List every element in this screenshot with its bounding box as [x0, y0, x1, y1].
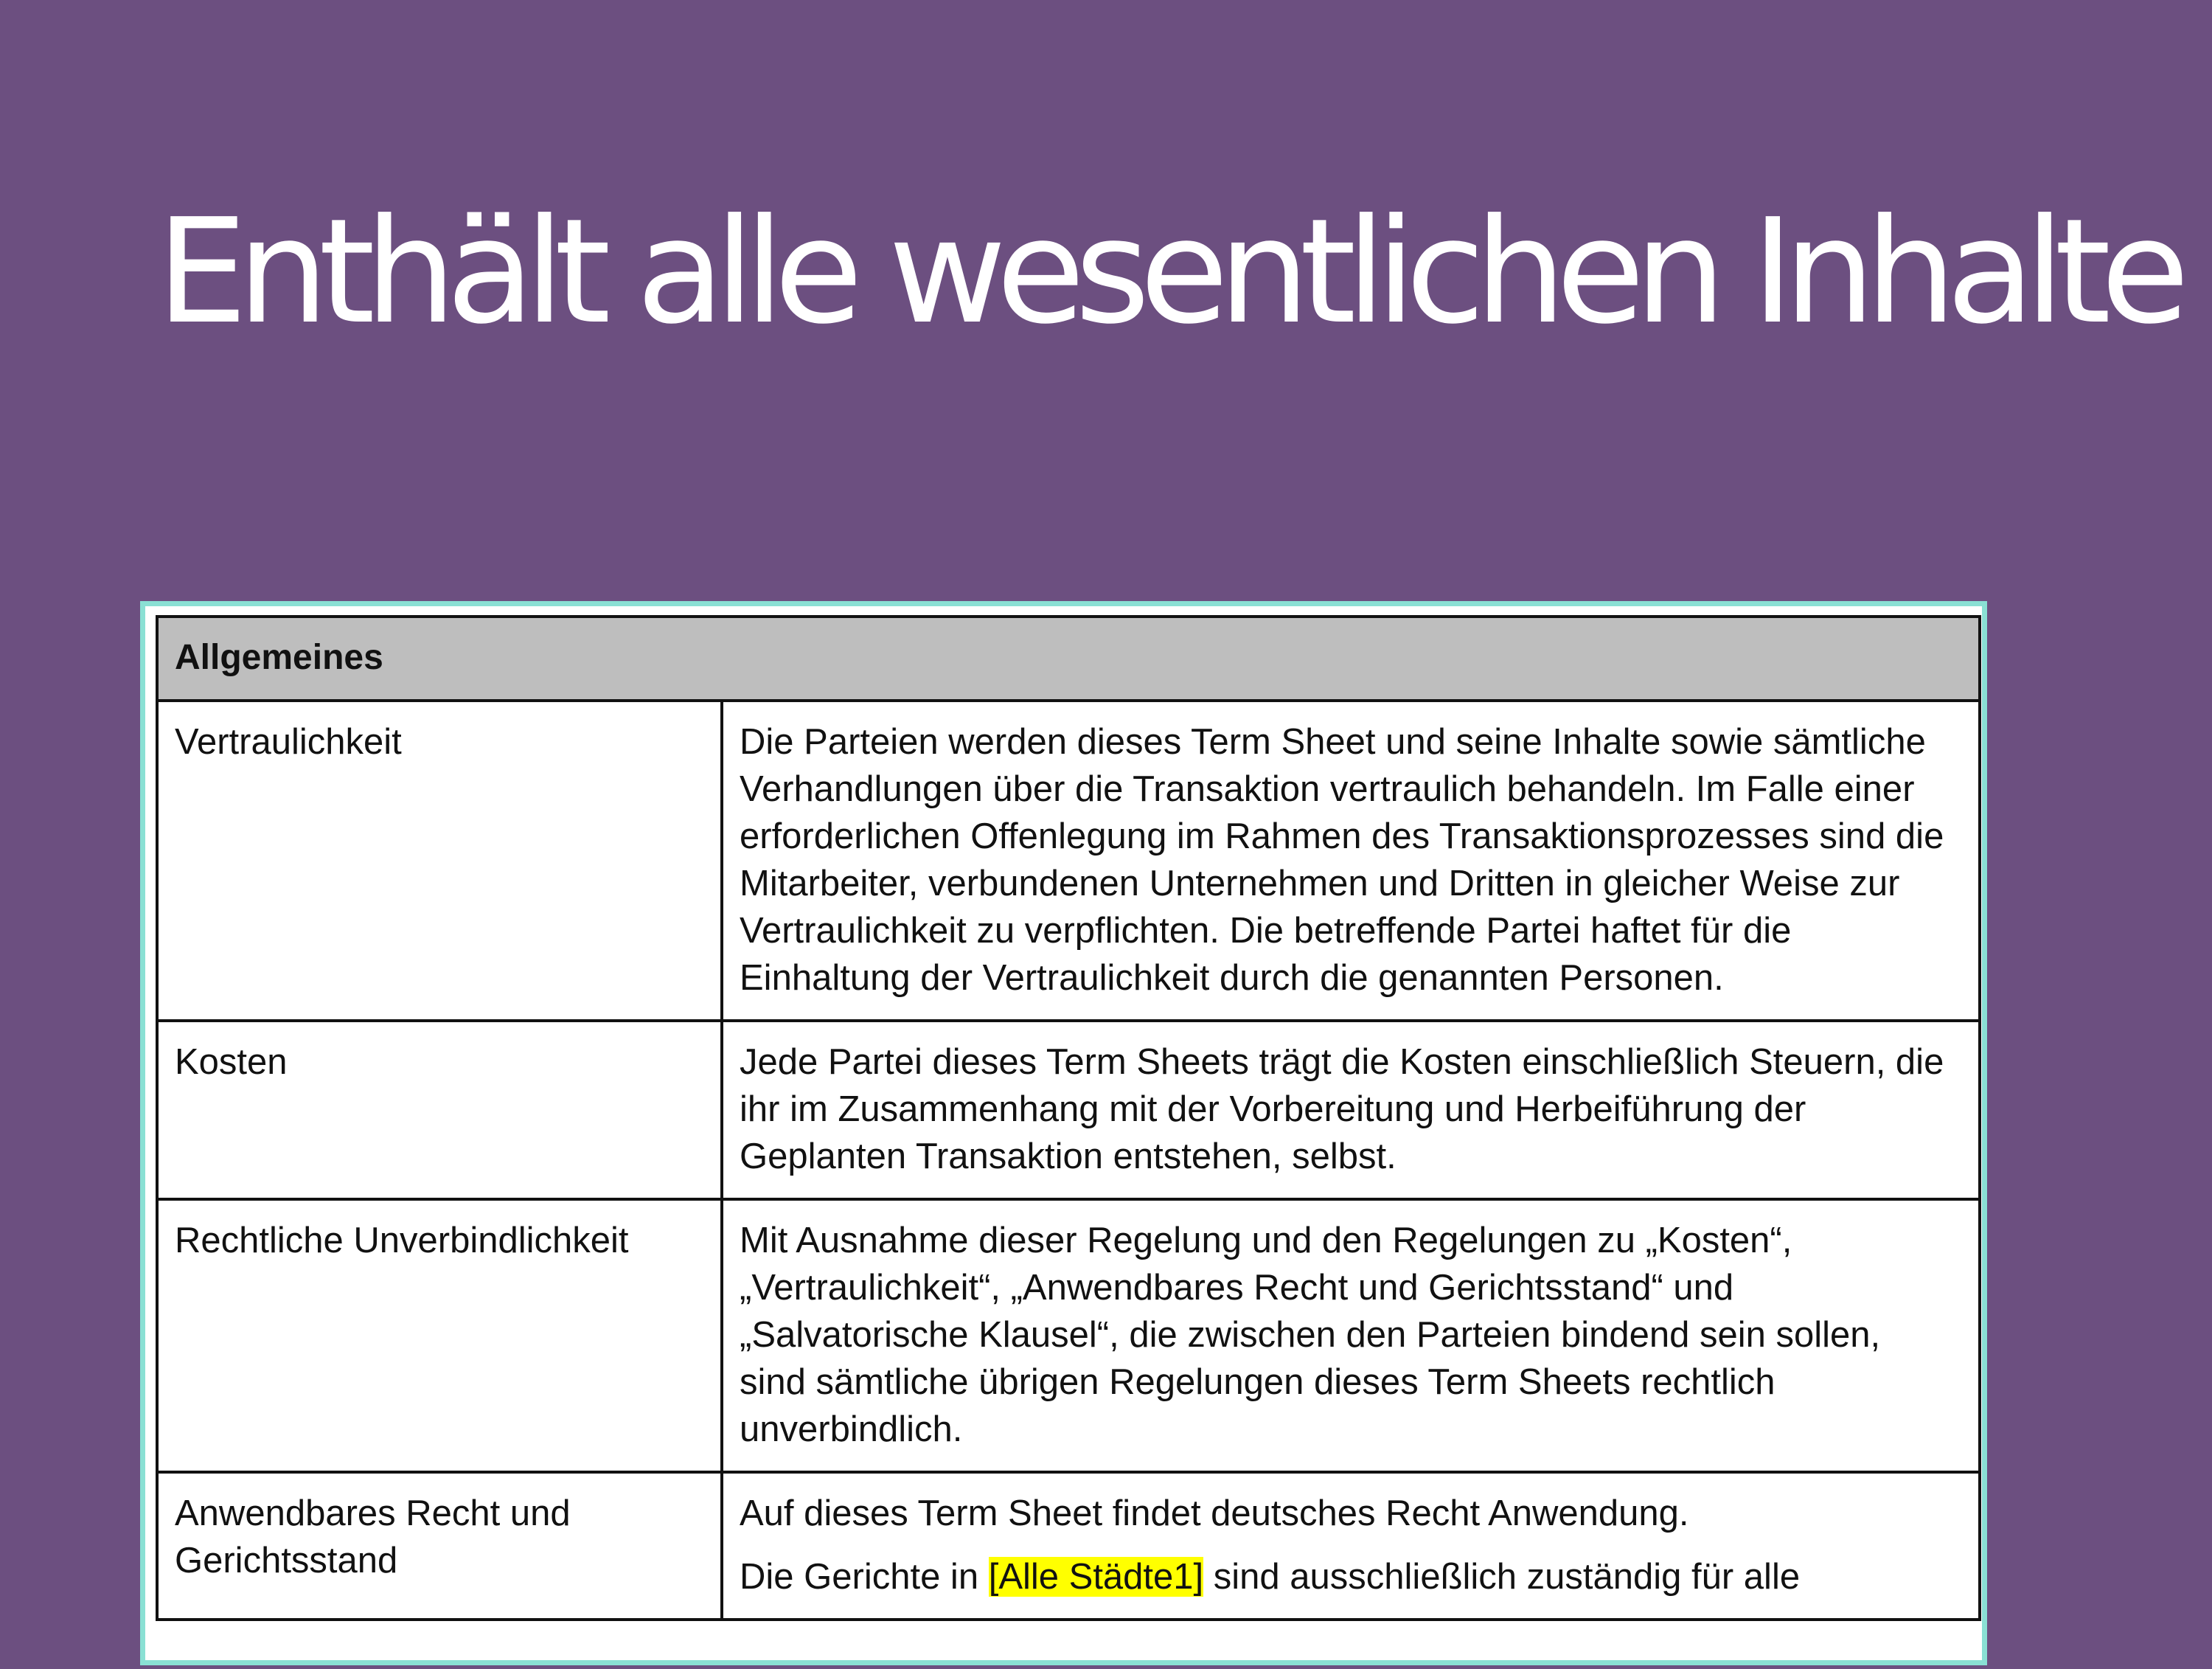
placeholder-highlight: [Alle Städte1]	[988, 1557, 1204, 1597]
row-label-rechtliche-unverbindlichkeit: Rechtliche Unverbindlichkeit	[157, 1199, 722, 1472]
paragraph: Die Parteien werden dieses Term Sheet und seine Inhalte sowie sämtliche Verhandlungen über die Transaktion vertraulich behandeln. Im Falle einer erforderlichen Offenlegung im Rahmen des Transaktionsprozesses sind die Mitarbeiter, verbundenen Unternehmen und Dritten in gleicher Weise zur Vertraulichkeit zu verpflichten. Die betreffende Partei haftet für die Einhaltung der Vertraulichkeit durch die genannten Personen.	[740, 722, 1944, 998]
row-label-anwendbares-recht: Anwendbares Recht und Gerichtsstand	[157, 1472, 722, 1620]
slide-title: Enthält alle wesentlichen Inhalte	[156, 188, 2180, 356]
document-excerpt	[140, 601, 1987, 1665]
paragraph: Auf dieses Term Sheet findet deutsches Recht Anwendung.	[740, 1493, 1689, 1533]
row-text-kosten	[722, 1021, 1980, 1199]
text-fragment: Die Gerichte in	[740, 1557, 989, 1597]
text-fragment: sind ausschließlich zuständig für alle	[1203, 1557, 1801, 1597]
row-label-kosten: Kosten	[157, 1021, 722, 1199]
term-sheet-table	[156, 615, 1981, 1621]
table-row	[157, 701, 1980, 1021]
table-row	[157, 1199, 1980, 1472]
section-header-row	[157, 617, 1980, 701]
row-text-anwendbares-recht	[722, 1472, 1980, 1620]
paragraph: Jede Partei dieses Term Sheets trägt die Kosten einschließlich Steuern, die ihr im Zusammenhang mit der Vorbereitung und Herbeiführung der Geplanten Transaktion entstehen, selbst.	[740, 1042, 1944, 1176]
table-row	[157, 1021, 1980, 1199]
row-text-vertraulichkeit	[722, 701, 1980, 1021]
paragraph-gerichtsstand	[740, 1553, 1949, 1600]
section-header: Allgemeines	[157, 617, 1980, 701]
row-text-rechtliche-unverbindlichkeit	[722, 1199, 1980, 1472]
row-label-vertraulichkeit: Vertraulichkeit	[157, 701, 722, 1021]
table-row	[157, 1472, 1980, 1620]
paragraph: Mit Ausnahme dieser Regelung und den Regelungen zu „Kosten“, „Vertraulichkeit“, „Anwendbares Recht und Gerichtsstand“ und „Salvatorische Klausel“, die zwischen den Parteien bindend sein sollen, sind sämtliche übrigen Regelungen dieses Term Sheets rechtlich unverbindlich.	[740, 1221, 1881, 1449]
